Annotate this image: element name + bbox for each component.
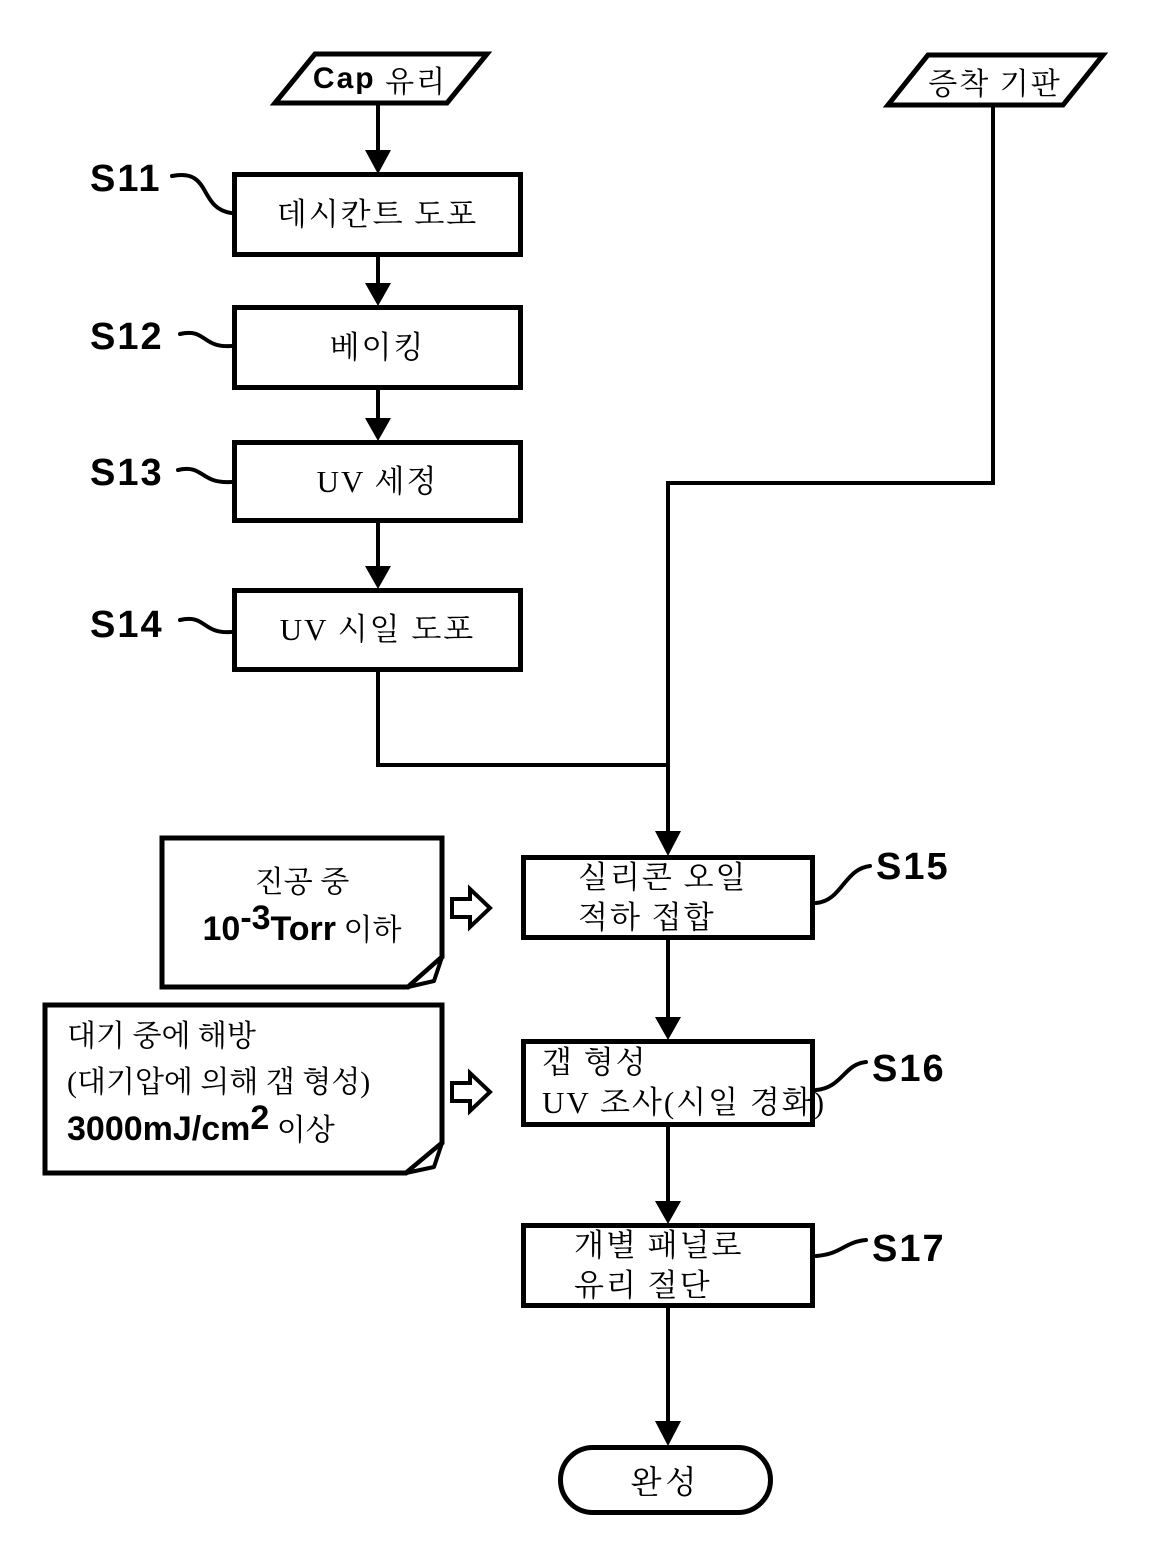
cap-glass-label-ko: 유리 bbox=[385, 66, 448, 99]
substrate-label-text: 증착 기판 bbox=[928, 68, 1062, 101]
cap-glass-label bbox=[285, 58, 475, 100]
terminal-complete-text: 완성 bbox=[630, 1464, 701, 1500]
note-vacuum-line1: 진공 중 bbox=[254, 866, 350, 899]
note-vacuum-value-unit: Torr bbox=[270, 910, 337, 948]
step-s16-line2: UV 조사(시일 경화) bbox=[542, 1085, 827, 1120]
arrowhead-s15 bbox=[655, 831, 681, 856]
step-label-s12: S12 bbox=[90, 316, 164, 358]
step-label-s16: S16 bbox=[872, 1048, 946, 1090]
step-s12-text: 베이킹 bbox=[329, 329, 426, 365]
arrowhead-s16 bbox=[655, 1017, 681, 1040]
connector-s14-junction bbox=[378, 672, 668, 765]
terminal-complete bbox=[558, 1445, 773, 1515]
step-box-s12 bbox=[232, 305, 523, 390]
step-box-s15 bbox=[521, 855, 815, 940]
step-box-s16 bbox=[521, 1039, 827, 1127]
step-s15-line1: 실리콘 오일 bbox=[578, 859, 748, 895]
arrowhead-s13 bbox=[365, 418, 391, 441]
leader-s14 bbox=[180, 619, 231, 632]
step-s14-text: UV 시일 도포 bbox=[279, 612, 476, 647]
note-release-value-base: 3000mJ/cm bbox=[67, 1110, 251, 1148]
step-s16-line1: 갭 형성 bbox=[542, 1045, 648, 1080]
arrowhead-s12 bbox=[365, 283, 391, 306]
note-release-line1: 대기 중에 해방 bbox=[67, 1020, 256, 1053]
note-release bbox=[45, 1014, 464, 1159]
substrate-label bbox=[900, 60, 1090, 102]
connector-substrate-junction bbox=[668, 105, 993, 833]
step-s13-text: UV 세정 bbox=[316, 463, 439, 499]
note-release-line3 bbox=[67, 1099, 335, 1154]
arrowhead-s14 bbox=[365, 566, 391, 589]
note-vacuum-suffix: 이하 bbox=[343, 914, 402, 947]
note-release-suffix: 이상 bbox=[276, 1114, 335, 1147]
leader-s11 bbox=[172, 175, 231, 213]
arrowhead-s17 bbox=[655, 1201, 681, 1224]
note-release-line2: (대기압에 의해 갭 형성) bbox=[67, 1066, 371, 1099]
block-arrow-vacuum-icon bbox=[452, 889, 490, 927]
leader-s17 bbox=[816, 1240, 866, 1256]
step-label-s14: S14 bbox=[90, 604, 164, 646]
step-box-s11 bbox=[232, 172, 523, 257]
note-vacuum bbox=[162, 852, 442, 962]
step-s17-line1: 개별 패널로 bbox=[574, 1227, 744, 1263]
step-box-s13 bbox=[232, 440, 523, 523]
step-label-s15: S15 bbox=[876, 846, 950, 888]
step-box-s17 bbox=[521, 1223, 815, 1308]
arrowhead-terminal bbox=[655, 1421, 681, 1446]
leader-s15 bbox=[816, 866, 870, 903]
step-label-s11: S11 bbox=[90, 158, 162, 200]
step-label-s13: S13 bbox=[90, 452, 164, 494]
note-vacuum-value-base: 10 bbox=[202, 910, 241, 948]
note-release-value-exp: 2 bbox=[250, 1099, 270, 1137]
step-box-s14 bbox=[232, 588, 523, 672]
note-vacuum-value-exp: -3 bbox=[240, 899, 271, 937]
step-label-s17: S17 bbox=[872, 1228, 946, 1270]
step-s11-text: 데시칸트 도포 bbox=[276, 196, 479, 232]
step-s17-line2: 유리 절단 bbox=[574, 1267, 712, 1303]
leader-s12 bbox=[180, 333, 231, 346]
leader-s13 bbox=[178, 469, 231, 482]
step-s15-line2: 적하 접합 bbox=[578, 899, 716, 935]
note-vacuum-line2 bbox=[202, 899, 402, 954]
cap-glass-label-en: Cap bbox=[312, 62, 376, 95]
arrowhead-s11 bbox=[365, 150, 391, 174]
